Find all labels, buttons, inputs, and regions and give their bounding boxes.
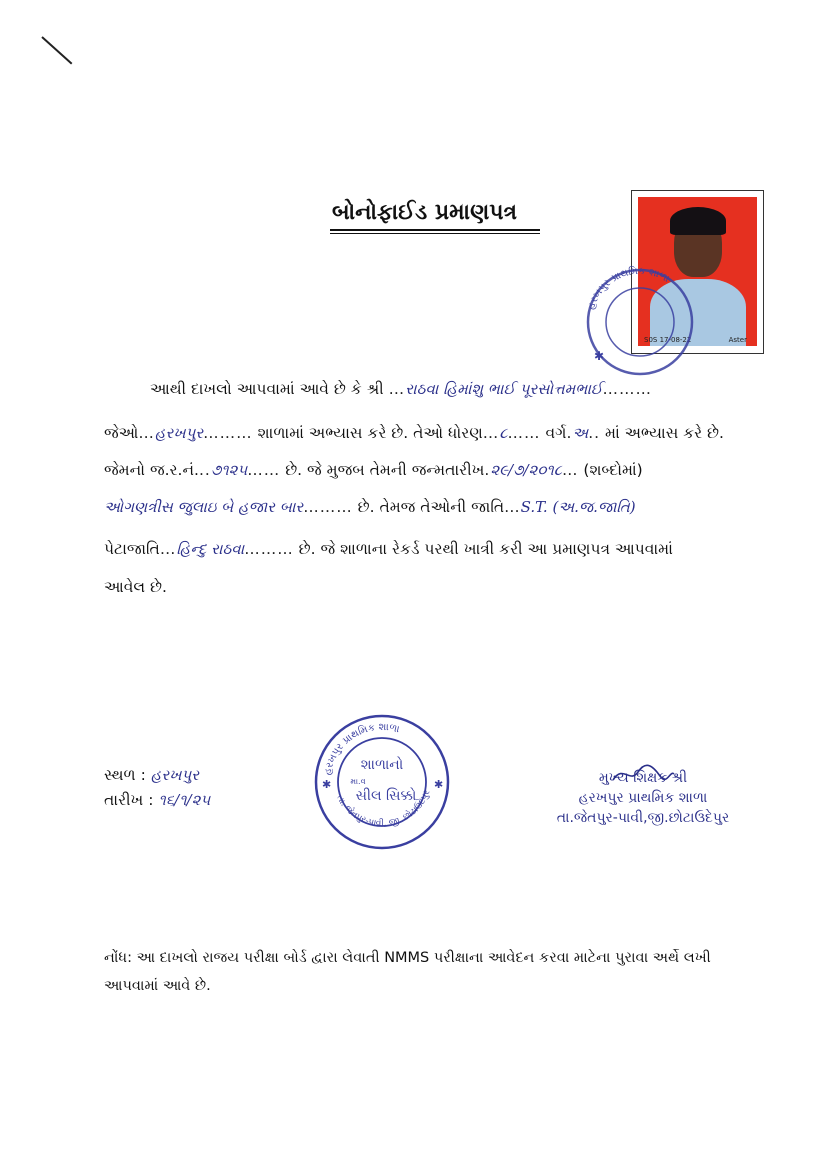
svg-text:✱: ✱ (434, 778, 444, 791)
photo-hair (670, 207, 726, 235)
school-name: હરખપુર (154, 424, 204, 442)
label-dob: છે. જે મુજબ તેમની જન્મતારીખ (285, 461, 485, 479)
label-class: વર્ગ (545, 424, 567, 442)
note-line-2: આપવામાં આવે છે. (104, 978, 211, 994)
note-block (104, 944, 784, 1000)
date-value: ૧૬/૧/૨૫ (158, 791, 211, 809)
photo-caption-left: S0S 17-08-22 (644, 336, 692, 344)
student-name: રાઠવા હિમાંશુ ભાઈ પૂરસોત્તમભાઈ (405, 380, 603, 398)
seal-top-text: હરખપુર પ્રાથમિક શાળા (322, 721, 401, 777)
para-line-1: આથી દાખલો આપવામાં આવે છે કે શ્રી …રાઠવા હિમાંશુ ભાઈ પૂરસોત્તમભાઈ……… (150, 380, 652, 398)
standard-value: ૮ (499, 424, 508, 442)
seal-line-2: સીલ સિક્કો (355, 788, 417, 804)
caste-value: S.T. (અ.જ.જાતિ) (520, 498, 636, 516)
signature-line-1: મુખ્ય શિક્ષક શ્રી (598, 770, 688, 786)
school-seal (312, 712, 452, 852)
para-line-6: આવેલ છે. (104, 578, 167, 596)
intro-text: આથી દાખલો આપવામાં આવે છે કે શ્રી (150, 380, 384, 398)
subcaste-value: હિન્દુ રાઠવા (176, 540, 245, 558)
label-in-words: (શબ્દોમાં) (583, 461, 643, 479)
label-studying: માં અભ્યાસ કરે છે. (605, 424, 724, 442)
date-row (104, 791, 210, 810)
para-line-5: પેટાજાતિ…હિન્દુ રાઠવા……… છે. જે શાળાના રેકર્ડ પરથી ખાત્રી કરી આ પ્રમાણપત્ર આપવામાં (104, 540, 673, 558)
stamp-arc-text: હરખપુર પ્રાથમિક શાળા (585, 265, 672, 312)
school-stamp-on-photo (572, 262, 712, 382)
gr-number: ૭૧૨૫ (210, 461, 248, 479)
svg-text:✱: ✱ (594, 349, 605, 363)
svg-text:✱: ✱ (322, 778, 332, 791)
date-label: તારીખ : (104, 791, 154, 809)
division-value: અ (572, 424, 589, 442)
date-of-birth: ૨૯/૭/૨૦૧૮ (490, 461, 562, 479)
headmaster-signature-block (548, 762, 738, 828)
signature-line-2: હરખપુર પ્રાથમિક શાળા (578, 790, 708, 806)
signature-line-3: તા.જેતપુર-પાવી,જી.છોટાઉદેપુર (556, 810, 730, 826)
title-underline-second (330, 233, 540, 234)
label-record: છે. જે શાળાના રેકર્ડ પરથી ખાત્રી કરી આ પ્રમાણપત્ર આપવામાં (298, 540, 673, 558)
label-gr-no: જેમનો જ.ર.નં. (104, 461, 199, 479)
label-caste: છે. તેમજ તેઓની જાતિ (357, 498, 505, 516)
label-school-std: શાળામાં અભ્યાસ કરે છે. તેઓ ધોરણ (257, 424, 483, 442)
label-subcaste: પેટાજાતિ (104, 540, 160, 558)
place-label: સ્થળ : (104, 766, 146, 784)
para-line-4: ઓગણત્રીસ જુલાઇ બે હજાર બાર……… છે. તેમજ તેઓની જાતિ…S.T. (અ.જ.જાતિ) (104, 498, 636, 516)
label-jeo: જેઓ (104, 424, 139, 442)
title-underline (330, 229, 540, 231)
seal-line-1: શાળાનો (360, 757, 404, 773)
place-row (104, 766, 199, 785)
para-line-2: જેઓ…હરખપુર……… શાળામાં અભ્યાસ કરે છે. તેઓ ધોરણ…૮…… વર્ગ.અ.. માં અભ્યાસ કરે છે. (104, 424, 724, 442)
pen-mark (41, 36, 72, 64)
para-line-3: જેમનો જ.ર.નં...૭૧૨૫…… છે. જે મુજબ તેમની જન્મતારીખ.૨૯/૭/૨૦૧૮… (શબ્દોમાં) (104, 461, 643, 479)
seal-mid-mark: મા.વ (350, 777, 366, 786)
dob-in-words: ઓગણત્રીસ જુલાઇ બે હજાર બાર (104, 498, 304, 516)
place-value: હરખપુર (150, 766, 199, 784)
photo-caption-right: Aster (728, 336, 747, 344)
certificate-title: બોનોફાઈડ પ્રમાણપત્ર (332, 200, 518, 225)
note-line-1: નોંધ: આ દાખલો રાજય પરીક્ષા બોર્ડ દ્વારા લેવાતી NMMS પરીક્ષાના આવેદન કરવા માટેના પુરાવા અર્થે લખી (104, 950, 711, 966)
seal-bottom-text: તા. જેતપુર-પાવી, જી. છોટાઉદેપુર (333, 788, 433, 830)
